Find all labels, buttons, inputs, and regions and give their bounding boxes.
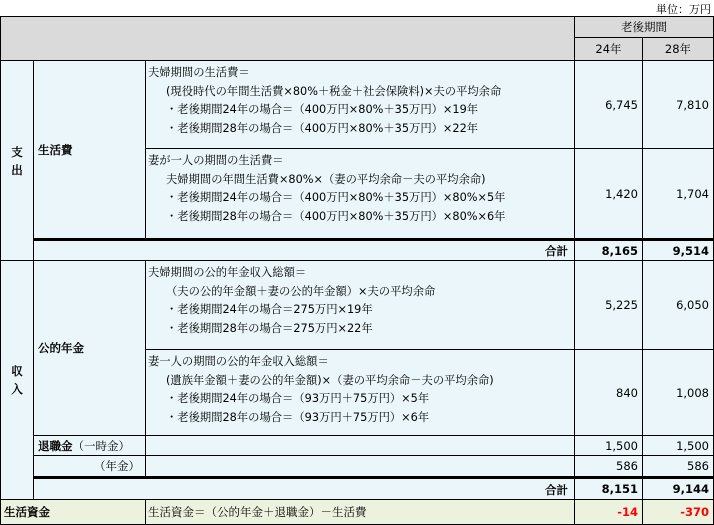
expense-row-1-value-24: 6,745 <box>575 61 643 149</box>
expenses-label-char-1: 支 <box>11 144 23 159</box>
retirement-lump-label <box>34 436 146 456</box>
income-row-1-line: ・老後期間24年の場合＝275万円×19年 <box>166 303 373 317</box>
retirement-annuity-label <box>34 456 146 477</box>
expense-row-2-line: ・老後期間28年の場合＝（400万円×80%＋35万円）×80%×6年 <box>166 209 506 223</box>
income-row-2-line: ・老後期間28年の場合＝（93万円＋75万円）×6年 <box>166 410 430 424</box>
income-row-2-line: ・老後期間24年の場合＝（93万円＋75万円）×5年 <box>166 392 430 406</box>
retirement-label: 退職金 <box>38 438 73 453</box>
expenses-total-24: 8,165 <box>575 239 643 261</box>
retirement-annuity-description <box>146 456 575 477</box>
income-row-1-line: ・老後期間28年の場合＝275万円×22年 <box>166 321 373 335</box>
living-funds-label: 生活資金 <box>0 500 146 525</box>
income-row-1-line: 夫婦期間の公的年金収入総額＝ <box>148 266 307 279</box>
income-total-24: 8,151 <box>575 477 643 500</box>
header-col-28: 28年 <box>643 38 714 61</box>
expense-row-2-line: 夫婦期間の年間生活費×80%×（妻の平均余命－夫の平均余命) <box>166 172 486 186</box>
header-col-24: 24年 <box>575 38 643 61</box>
income-row-2-value-24: 840 <box>575 350 643 436</box>
expense-row-2-value-24: 1,420 <box>575 149 643 239</box>
expenses-label-char-2: 出 <box>11 162 23 177</box>
expenses-total-label: 合計 <box>34 239 575 261</box>
expense-row-2-description <box>146 149 575 239</box>
retirement-lump-description <box>146 436 575 456</box>
expense-row-1-line: 夫婦期間の生活費＝ <box>148 66 250 79</box>
expense-row-2-line: ・老後期間24年の場合＝（400万円×80%＋35万円）×80%×5年 <box>166 191 506 205</box>
expenses-section-label <box>0 61 34 261</box>
expense-row-1-line: ・老後期間28年の場合＝（400万円×80%＋35万円）×22年 <box>166 121 479 135</box>
expenses-total-28: 9,514 <box>643 239 714 261</box>
income-row-1-description <box>146 261 575 350</box>
retirement-annuity-suffix: （年金） <box>94 459 140 473</box>
unit-label: 単位：万円 <box>656 3 711 16</box>
income-total-label: 合計 <box>34 477 575 500</box>
income-total-28: 9,144 <box>643 477 714 500</box>
expense-row-1-description <box>146 61 575 149</box>
income-label-char-2: 入 <box>11 382 23 396</box>
income-row-1-line: （夫の公的年金額＋妻の公的年金額）×夫の平均余命 <box>166 284 436 298</box>
header-period-label: 老後期間 <box>575 16 714 38</box>
living-funds-formula: 生活資金＝（公的年金＋退職金）－生活費 <box>146 500 575 525</box>
expense-row-1-value-28: 7,810 <box>643 61 714 149</box>
living-expenses-label: 生活費 <box>34 61 146 239</box>
income-row-2-value-28: 1,008 <box>643 350 714 436</box>
retirement-annuity-24: 586 <box>575 456 643 477</box>
income-label-char-1: 収 <box>11 364 23 378</box>
retirement-lump-24: 1,500 <box>575 436 643 456</box>
income-row-2-line: 妻一人の期間の公的年金収入総額＝ <box>148 355 329 368</box>
header-blank-cell <box>0 16 575 61</box>
retirement-annuity-28: 586 <box>643 456 714 477</box>
income-row-1-value-28: 6,050 <box>643 261 714 350</box>
living-funds-28: -370 <box>643 500 714 525</box>
expense-row-2-value-28: 1,704 <box>643 149 714 239</box>
income-row-2-description <box>146 350 575 436</box>
income-row-1-value-24: 5,225 <box>575 261 643 350</box>
expense-row-1-line: (現役時代の年間生活費×80%＋税金＋社会保険料)×夫の平均余命 <box>166 84 502 98</box>
retirement-lump-28: 1,500 <box>643 436 714 456</box>
public-pension-label: 公的年金 <box>34 261 146 436</box>
retirement-lump-suffix: （一時金） <box>72 438 130 453</box>
income-row-2-line: (遺族年金額＋妻の公的年金額)×（妻の平均余命－夫の平均余命) <box>166 373 494 387</box>
living-funds-24: -14 <box>575 500 643 525</box>
expense-row-2-line: 妻が一人の期間の生活費＝ <box>148 154 284 167</box>
expense-row-1-line: ・老後期間24年の場合＝（400万円×80%＋35万円）×19年 <box>166 103 479 117</box>
income-section-label <box>0 261 34 500</box>
